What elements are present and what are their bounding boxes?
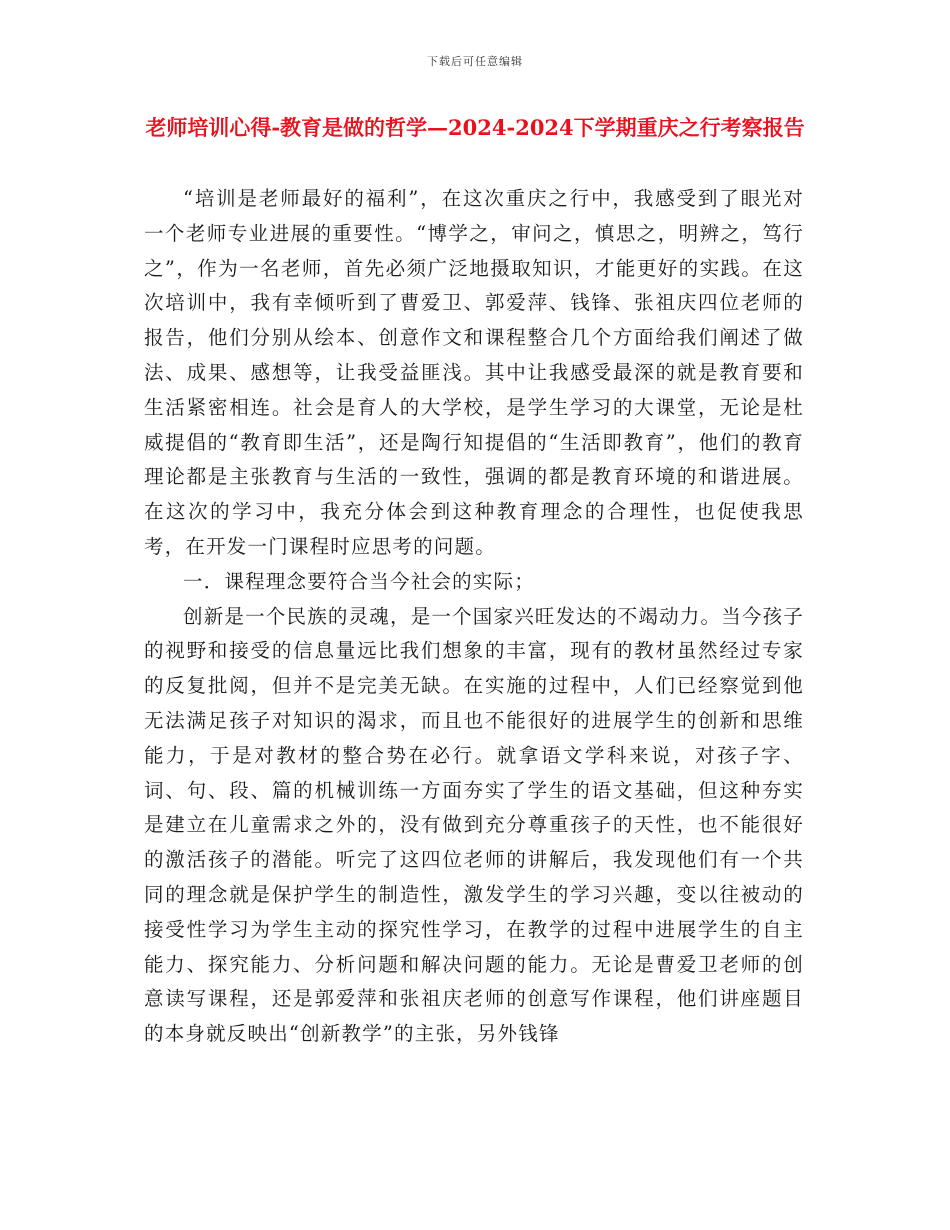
document-body [144,182,804,1052]
paragraph-intro: “培训是老师最好的福利”，在这次重庆之行中，我感受到了眼光对一个老师专业进展的重要性。“博学之，审问之，慎思之，明辨之，笃行之”，作为一名老师，首先必须广泛地摄取知识，才能更好的实践。在这次培训中，我有幸倾听到了曹爱卫、郭爱萍、钱锋、张祖庆四位老师的报告，他们分别从绘本、创意作文和课程整合几个方面给我们阐述了做法、成果、感想等，让我受益匪浅。其中让我感受最深的就是教育要和生活紧密相连。社会是育人的大学校，是学生学习的大课堂，无论是杜威提倡的“教育即生活”，还是陶行知提倡的“生活即教育”，他们的教育理论都是主张教育与生活的一致性，强调的都是教育环境的和谐进展。在这次的学习中，我充分体会到这种教育理念的合理性，也促使我思考，在开发一门课程时应思考的问题。 [144,187,804,558]
paragraph-innovation: 创新是一个民族的灵魂，是一个国家兴旺发达的不竭动力。当今孩子的视野和接受的信息量远比我们想象的丰富，现有的教材虽然经过专家的反复批阅，但并不是完美无缺。在实施的过程中，人们已经察觉到他无法满足孩子对知识的渴求，而且也不能很好的进展学生的创新和思维能力，于是对教材的整合势在必行。就拿语文学科来说，对孩子字、词、句、段、篇的机械训练一方面夯实了学生的语文基础，但这种夯实是建立在儿童需求之外的，没有做到充分尊重孩子的天性，也不能很好的激活孩子的潜能。听完了这四位老师的讲解后，我发现他们有一个共同的理念就是保护学生的制造性，激发学生的学习兴趣，变以往被动的接受性学习为学生主动的探究性学习，在教学的过程中进展学生的自主能力、探究能力、分析问题和解决问题的能力。无论是曹爱卫老师的创意读写课程，还是郭爱萍和张祖庆老师的创意写作课程，他们讲座题目的本身就反映出“创新教学”的主张，另外钱锋 [144,604,805,1046]
page-header-note: 下载后可任意编辑 [427,55,523,68]
paragraph-section-heading: 一．课程理念要符合当今社会的实际； [183,569,535,593]
document-title: 老师培训心得-教育是做的哲学—2024-2024下学期重庆之行考察报告 [145,115,805,140]
